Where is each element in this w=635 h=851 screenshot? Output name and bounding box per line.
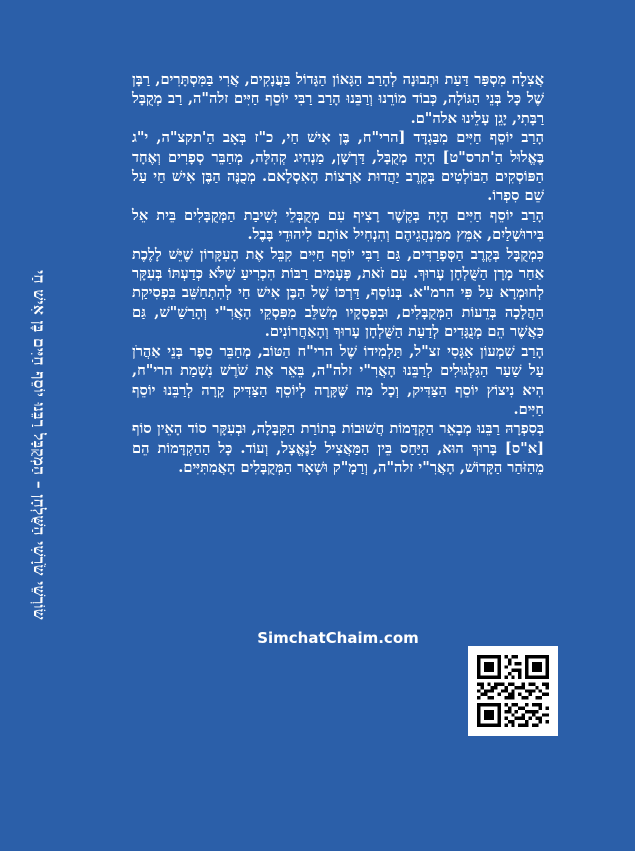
paragraph: בְּסִפְרָהּ רַבֵּנוּ מְבָאֵר הַקְדָּמוֹת חֲשׁוּבוֹת בְּתוֹרַת הַקַּבָּלָה, וּבְעִקָּר סוֹד הָאֵין סוֹף [א"ס] בָּרוּךְ הוּא, הַיַּחַס בֵּין הַמַּאֲצִיל לַנֶּאֱצָל, וְעוֹד. כָּל הַהַקְדָּמוֹת הֵם מֵהַזֹּהַר הַקָּדוֹשׁ, הָאֲרִ"י זלה"ה, וְרַמָ"ק וּשְׁאָר הַמְּקֻבָּלִים הָאֲמִתִּיִּים.	[132, 420, 544, 477]
paragraph: הָרַב יוֹסֵף חַיִּים מִבַּגְדָּד [הרי"ח, בֶּן אִישׁ חַי, כ"ז בְּאָב הַ'תקצ"ה, י"ג בֶּאֱלוּל הַ'תרס"ט] הָיָה מְקֻבָּל, דַּרְשָׁן, מַנְהִיג קְהִלָּה, מְחַבֵּר סְפָרִים וְאֶחָד הַפּוֹסְקִים הַבּוֹלְטִים בְּקֶרֶב יַהֲדוּת אַרְצוֹת הָאִסְלָאם. מְכֻנֶּה הַבֶּן אִישׁ חַי עַל שֵׁם סִפְרוֹ.	[132, 129, 544, 205]
paragraph: אֲצִלָה מִסְפַּר דַּעַת וּתְבוּנָה לְהָרַב הַגָּאוֹן הַגָּדוֹל בַּעֲנָקִים, אֲרִי בַּמִּסְתָּרִים, רַבָּן שֶׁל כָּל בְּנֵי הַגּוֹלָה, כְּבוֹד מוֹרֵנוּ וְרַבֵּנוּ הָרַב רַבִּי יוֹסֵף חַיִּים זלה"ה, רַב מְקֻבָּל רַבָּתִי, יָגֵן עָלֵינוּ אלה"ם.	[132, 71, 544, 127]
qr-code[interactable]	[468, 646, 558, 736]
spine-title: שׂוֹרְשֵׁי שֹׂרָשִׁי הַשֻּׁלְחָן – הַמְקֻבָּל רַבֵּנוּ יוֹסֵף חַיִּים בֶּן אִישׁ חַי	[30, 270, 49, 620]
website-link[interactable]: SimchatChaim.com	[257, 629, 419, 647]
paragraph: הָרַב שִׁמְעוֹן אַגָּסִי זצ"ל, תַּלְמִידוֹ שֶׁל הרי"ח הַטּוֹב, מְחַבֵּר סֵפֶר בְּנֵי אַהֲרֹן עַל שַׁעַר הַגִּלְגּוּלִים לְרַבֵּנוּ הָאֲרִ"י זלה"ה, בֵּאֵר אֶת שֹׁרֶשׁ נִשְׁמַת הרי"ח, הִיא נִיצוֹץ יוֹסֵף הַצַּדִּיק, וְכָל מַה שֶּׁקָּרָה לְיוֹסֵף הַצַּדִּיק קָרָה לְרַבֵּנוּ יוֹסֵף חַיִּים.	[132, 342, 544, 418]
book-spine	[0, 0, 78, 851]
paragraph: כִּמְקֻבָּל בְּקֶרֶב הַסְּפָרַדִּים, גַּם רַבִּי יוֹסֵף חַיִּים קִבֵּל אֶת הָעִקָּרוֹן שֶׁיֵּשׁ לָלֶכֶת אַחַר מָרָן הַשֻּׁלְחָן עָרוּךְ. עִם זֹאת, פְּעָמִים רַבּוֹת הִכְרִיעַ שֶׁלֹּא כְּדַעְתּוֹ בְּעִקָּר לְחוּמְרָא עַל פִּי הרמ"א. בְּנוֹסָף, דַּרְכּוֹ שֶׁל הַבֶּן אִישׁ חַי לְהִתְחַשֵּׁב בִּפְסִיקַת הַהֲלָכָה בְּדֵעוֹת הַמְּקֻבָּלִים, וּבִפְסָקָיו מְשַׁלֵּב מִפִּסְקֵי הָאֲרִ"י וְהָרַשַׁ"שׁ, גַּם כַּאֲשֶׁר הֵם מְנֻגָּדִים לְדַעַת הַשֻּׁלְחָן עָרוּךְ וְהָאַחֲרוֹנִים.	[132, 245, 544, 341]
qr-code-icon	[477, 655, 549, 727]
back-cover-text	[132, 70, 544, 478]
paragraph: הָרַב יוֹסֵף חַיִּים הָיָה בְּקֶשֶׁר רָצִיף עִם מְקֻבְּלֵי יְשִׁיבַת הַמְּקֻבָּלִים בֵּית אֵל בִּירוּשָׁלַיִם, אִמֵּץ מִמִּנְהֲגֵיהֶם וְהִנְחִיל אוֹתָם לִיהוּדֵי בָּבֶל.	[132, 206, 544, 244]
